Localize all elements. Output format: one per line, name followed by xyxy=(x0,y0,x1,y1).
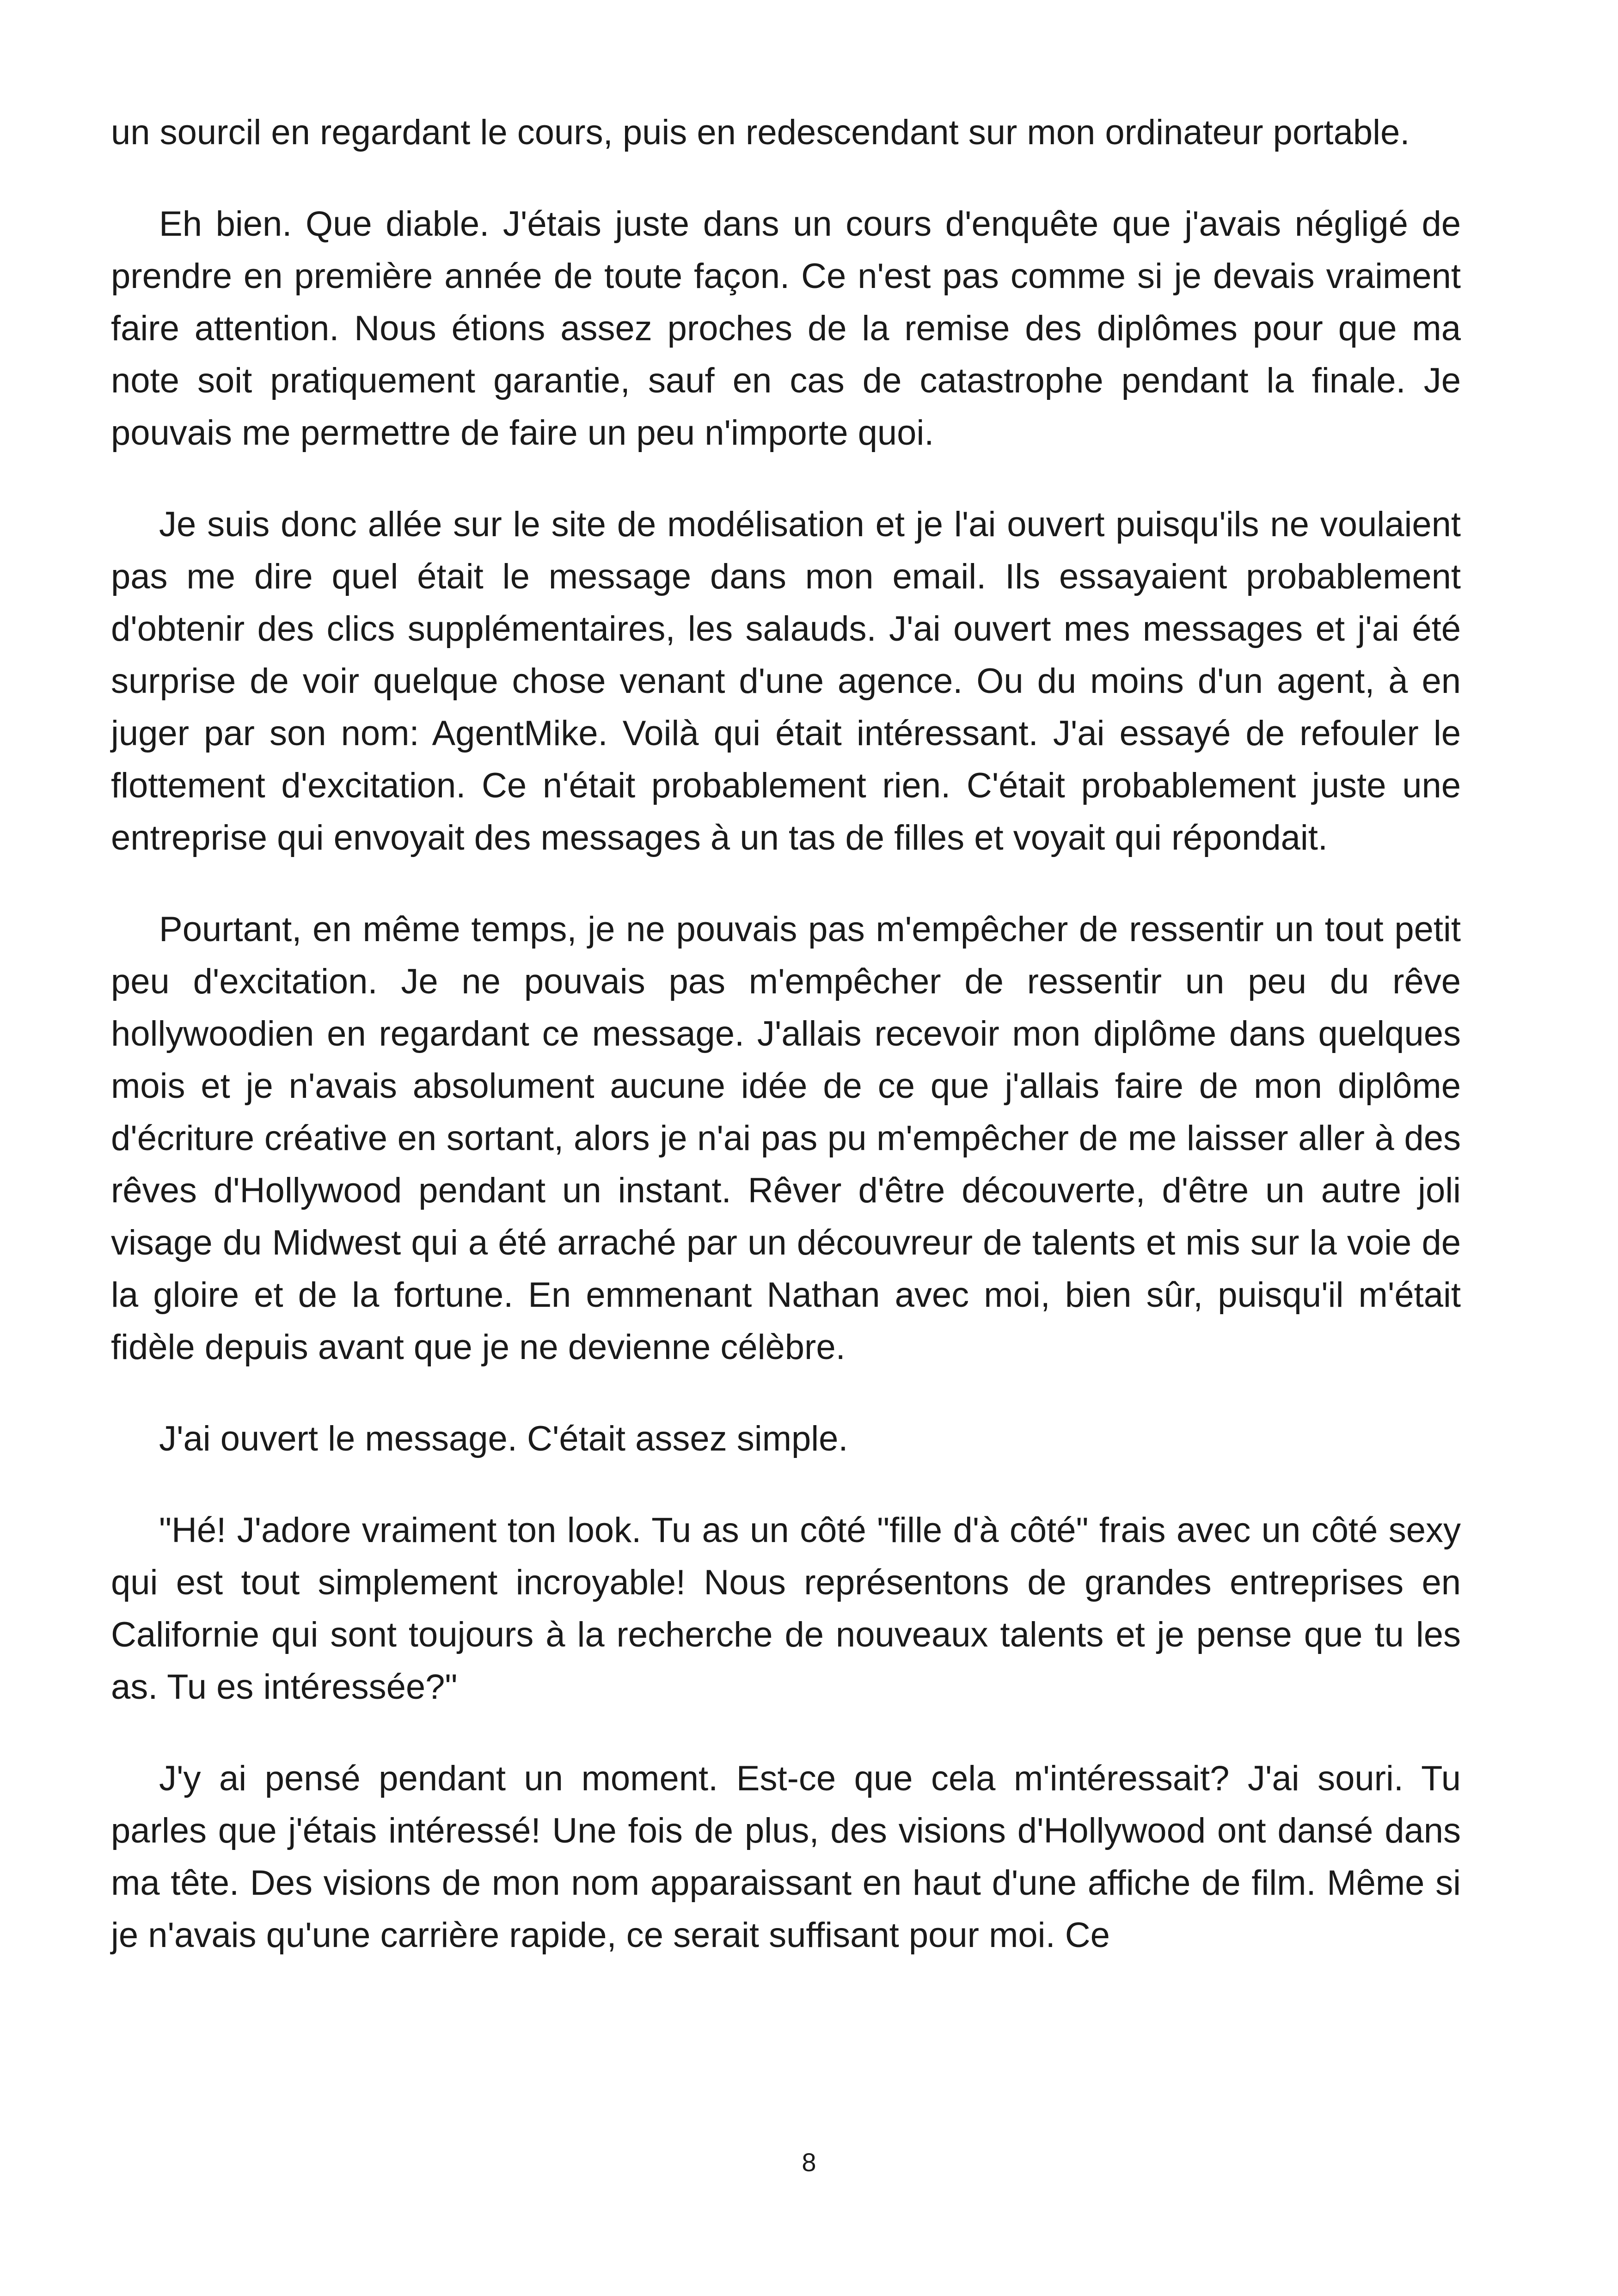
body-text xyxy=(111,106,1461,2001)
paragraph: Pourtant, en même temps, je ne pouvais pas m'empêcher de ressentir un tout petit peu d'excitation. Je ne pouvais pas m'empêcher de ressentir un peu du rêve hollywoodien en regardant ce message. J'allais recevoir mon diplôme dans quelques mois et je n'avais absolument aucune idée de ce que j'allais faire de mon diplôme d'écriture créative en sortant, alors je n'ai pas pu m'empêcher de me laisser aller à des rêves d'Hollywood pendant un instant. Rêver d'être découverte, d'être un autre joli visage du Midwest qui a été arraché par un découvreur de talents et mis sur la voie de la gloire et de la fortune. En emmenant Nathan avec moi, bien sûr, puisqu'il m'était fidèle depuis avant que je ne devienne célèbre. xyxy=(111,910,1461,1367)
paragraph: J'ai ouvert le message. C'était assez simple. xyxy=(159,1419,848,1458)
paragraph-continuation: un sourcil en regardant le cours, puis en redescendant sur mon ordinateur portable. xyxy=(111,113,1410,152)
paragraph-quote: "Hé! J'adore vraiment ton look. Tu as un côté "fille d'à côté" frais avec un côté sexy qui est tout simplement incroyable! Nous représentons de grandes entreprises en Californie qui sont toujours à la recherche de nouveaux talents et je pense que tu les as. Tu es intéressée?" xyxy=(111,1511,1461,1707)
paragraph: Je suis donc allée sur le site de modélisation et je l'ai ouvert puisqu'ils ne voulaient pas me dire quel était le message dans mon email. Ils essayaient probablement d'obtenir des clics supplémentaires, les salauds. J'ai ouvert mes messages et j'ai été surprise de voir quelque chose venant d'une agence. Ou du moins d'un agent, à en juger par son nom: AgentMike. Voilà qui était intéressant. J'ai essayé de refouler le flottement d'excitation. Ce n'était probablement rien. C'était probablement juste une entreprise qui envoyait des messages à un tas de filles et voyait qui répondait. xyxy=(111,505,1461,857)
paragraph: Eh bien. Que diable. J'étais juste dans un cours d'enquête que j'avais négligé de prendre en première année de toute façon. Ce n'est pas comme si je devais vraiment faire attention. Nous étions assez proches de la remise des diplômes pour que ma note soit pratiquement garantie, sauf en cas de catastrophe pendant la finale. Je pouvais me permettre de faire un peu n'importe quoi. xyxy=(111,204,1461,453)
paragraph: J'y ai pensé pendant un moment. Est-ce que cela m'intéressait? J'ai souri. Tu parles que j'étais intéressé! Une fois de plus, des visions d'Hollywood ont dansé dans ma tête. Des visions de mon nom apparaissant en haut d'une affiche de film. Même si je n'avais qu'une carrière rapide, ce serait suffisant pour moi. Ce xyxy=(111,1759,1461,1955)
page-number: 8 xyxy=(802,2148,816,2177)
